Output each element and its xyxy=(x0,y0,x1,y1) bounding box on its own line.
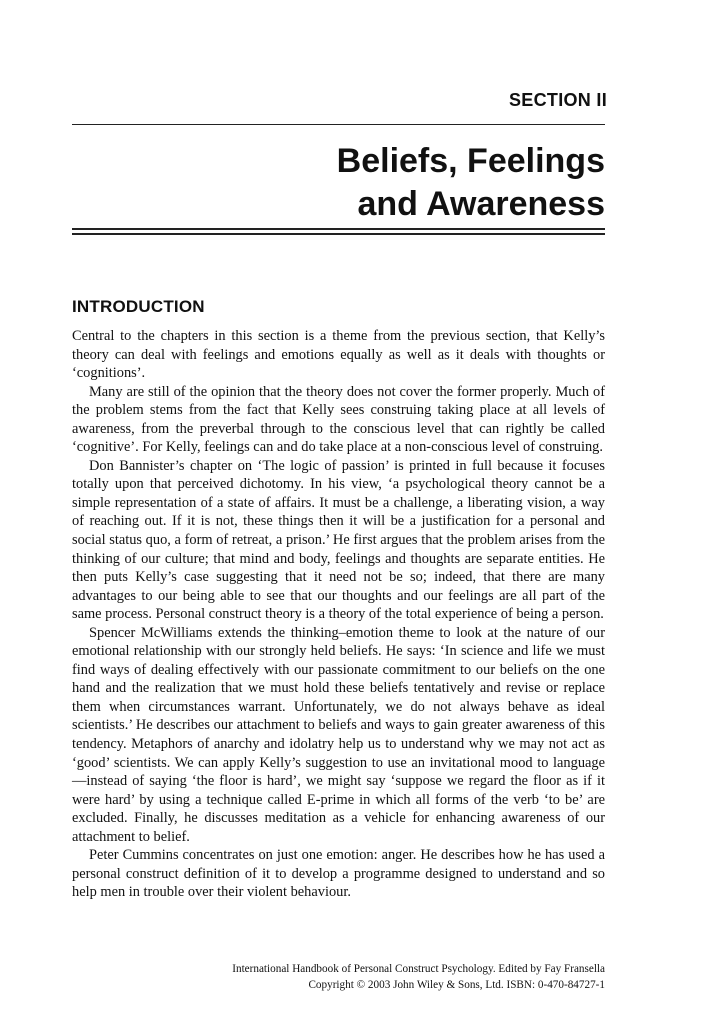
copyright-footer xyxy=(232,961,605,993)
paragraph: Peter Cummins concentrates on just one emotion: anger. He describes how he has used a personal construct definition of it to develop a programme designed to understand and so help men in trouble over their violent behaviour. xyxy=(72,847,605,901)
top-rule xyxy=(72,124,605,125)
footer-copyright: Copyright © 2003 John Wiley & Sons, Ltd. ISBN: 0-470-84727-1 xyxy=(308,979,605,991)
paragraph: Spencer McWilliams extends the thinking–emotion theme to look at the nature of our emotional relationship with our strongly held beliefs. He says: ‘In science and life we must find ways of dealing effectively with our passionate commitment to our beliefs on the one hand and the realization that we must hold these beliefs tentatively and revise or replace them when circumstances warrant. Unfortunately, we do not always behave as ideal scientists.’ He describes our attachment to beliefs and ways to gain greater awareness of this tendency. Metaphors of anarchy and idolatry help us to understand why we may not act as ‘good’ scientists. We can apply Kelly’s suggestion to use an invitational mood to language—instead of saying ‘the floor is hard’, we might say ‘suppose we regard the floor as if it were hard’ by using a technique called E-prime in which all forms of the verb ‘to be’ are excluded. Finally, he discusses meditation as a vehicle for enhancing awareness of our attachment to belief. xyxy=(72,624,605,845)
title-line: and Awareness xyxy=(357,185,605,223)
paragraph: Many are still of the opinion that the theory does not cover the former properly. Much of the problem stems from the fact that Kelly sees construing taking place at all levels of awareness, from the preverbal through to the conscious level that can rightly be called ‘cognitive’. For Kelly, feelings can and do take place at a non-conscious level of construing. xyxy=(72,383,605,456)
section-label: SECTION II xyxy=(508,90,607,110)
footer-citation: International Handbook of Personal Construct Psychology. Edited by Fay Fransella xyxy=(232,963,605,975)
title-line: Beliefs, Feelings xyxy=(336,142,605,180)
chapter-title xyxy=(337,140,605,226)
paragraph: Central to the chapters in this section is a theme from the previous section, that Kelly’s theory can deal with feelings and emotions equally as well as it deals with thoughts or ‘cognitions’. xyxy=(72,328,605,382)
introduction-heading: INTRODUCTION xyxy=(72,297,205,316)
body-text xyxy=(72,327,605,902)
double-rule xyxy=(72,228,605,235)
paragraph: Don Bannister’s chapter on ‘The logic of passion’ is printed in full because it focuses totally upon that perceived dichotomy. In his view, ‘a psychological theory cannot be a simple representation of a state of affairs. It must be a challenge, a liberating vision, a way of reaching out. If it is not, these things then it will be a justification for a personal and social status quo, a form of retreat, a prison.’ He first argues that the problem arises from the thinking of our culture; that mind and body, feelings and thoughts are separate entities. He then puts Kelly’s case suggesting that it need not be so; indeed, that there are many advantages to our being able to see that our thoughts and our feelings are all part of the same process. Personal construct theory is a theory of the total experience of being a person. xyxy=(72,457,605,623)
